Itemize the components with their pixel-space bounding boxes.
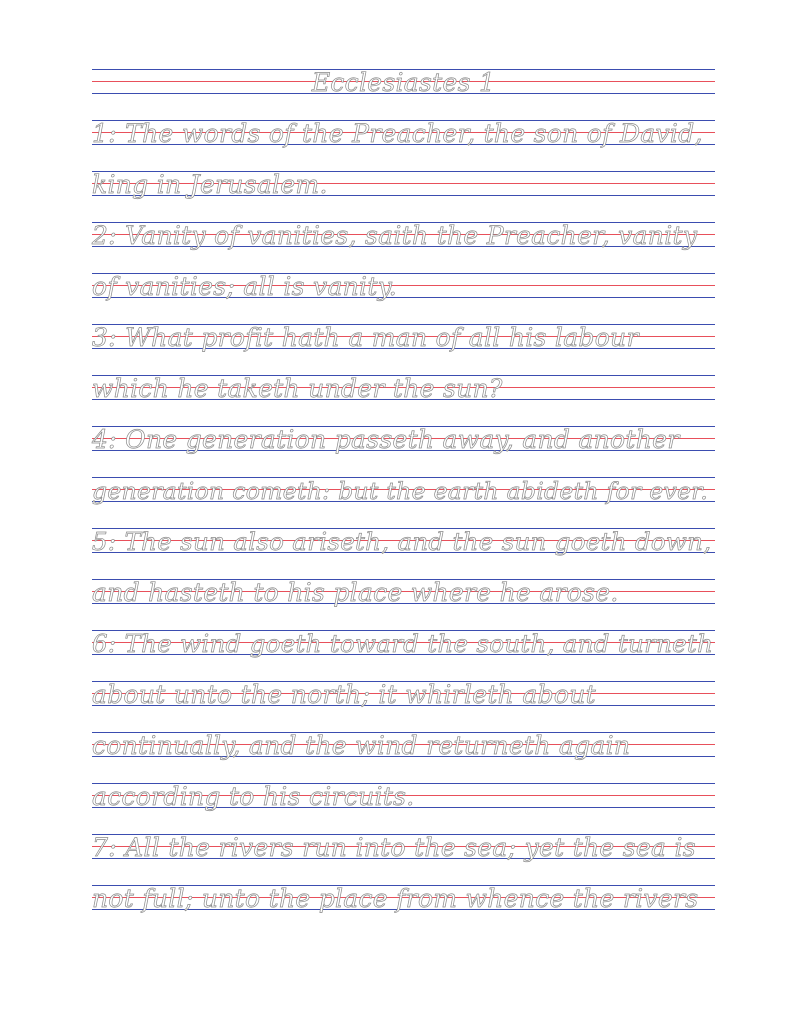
trace-text-line: not full; unto the place from whence the rivers bbox=[92, 884, 699, 913]
trace-text-line: and hasteth to his place where he arose. bbox=[92, 578, 619, 607]
trace-text-line: generation cometh: but the earth abideth for ever. bbox=[92, 476, 708, 505]
trace-line-row bbox=[92, 528, 715, 556]
trace-text-line: according to his circuits. bbox=[92, 782, 415, 811]
trace-line-row bbox=[92, 426, 715, 454]
trace-text-line: 7: All the rivers run into the sea; yet the sea is bbox=[92, 833, 696, 862]
title-guide-row bbox=[92, 69, 715, 97]
trace-line-row bbox=[92, 324, 715, 352]
trace-line-row bbox=[92, 375, 715, 403]
trace-text-line: 5: The sun also ariseth, and the sun goeth down, bbox=[92, 526, 712, 556]
trace-line-row bbox=[92, 732, 715, 760]
trace-text-line: 1: The words of the Preacher, the son of David, bbox=[92, 119, 703, 148]
worksheet-title: Ecclesiastes 1 bbox=[311, 68, 496, 97]
trace-line-row bbox=[92, 171, 715, 199]
trace-text-line: 6: The wind goeth toward the south, and turneth bbox=[92, 628, 714, 658]
trace-line-row bbox=[92, 885, 715, 913]
trace-line-row bbox=[92, 834, 715, 862]
trace-text-line: of vanities; all is vanity. bbox=[92, 272, 398, 301]
trace-line-row bbox=[92, 120, 715, 148]
trace-line-row bbox=[92, 477, 715, 505]
trace-line-row bbox=[92, 681, 715, 709]
trace-text-line: 2: Vanity of vanities, saith the Preacher, vanity bbox=[92, 221, 698, 250]
trace-text-line: about unto the north; it whirleth about bbox=[92, 680, 596, 709]
trace-text-line: 3: What profit hath a man of all his labour bbox=[92, 323, 639, 352]
trace-line-row bbox=[92, 579, 715, 607]
trace-text-line: 4: One generation passeth away, and another bbox=[92, 425, 680, 454]
trace-line-row bbox=[92, 783, 715, 811]
trace-line-row bbox=[92, 222, 715, 250]
trace-line-row bbox=[92, 630, 715, 658]
trace-text-line: king in Jerusalem. bbox=[92, 170, 328, 199]
trace-line-row bbox=[92, 273, 715, 301]
trace-text-line: continually, and the wind returneth again bbox=[92, 731, 631, 760]
trace-text-line: which he taketh under the sun? bbox=[92, 374, 503, 403]
